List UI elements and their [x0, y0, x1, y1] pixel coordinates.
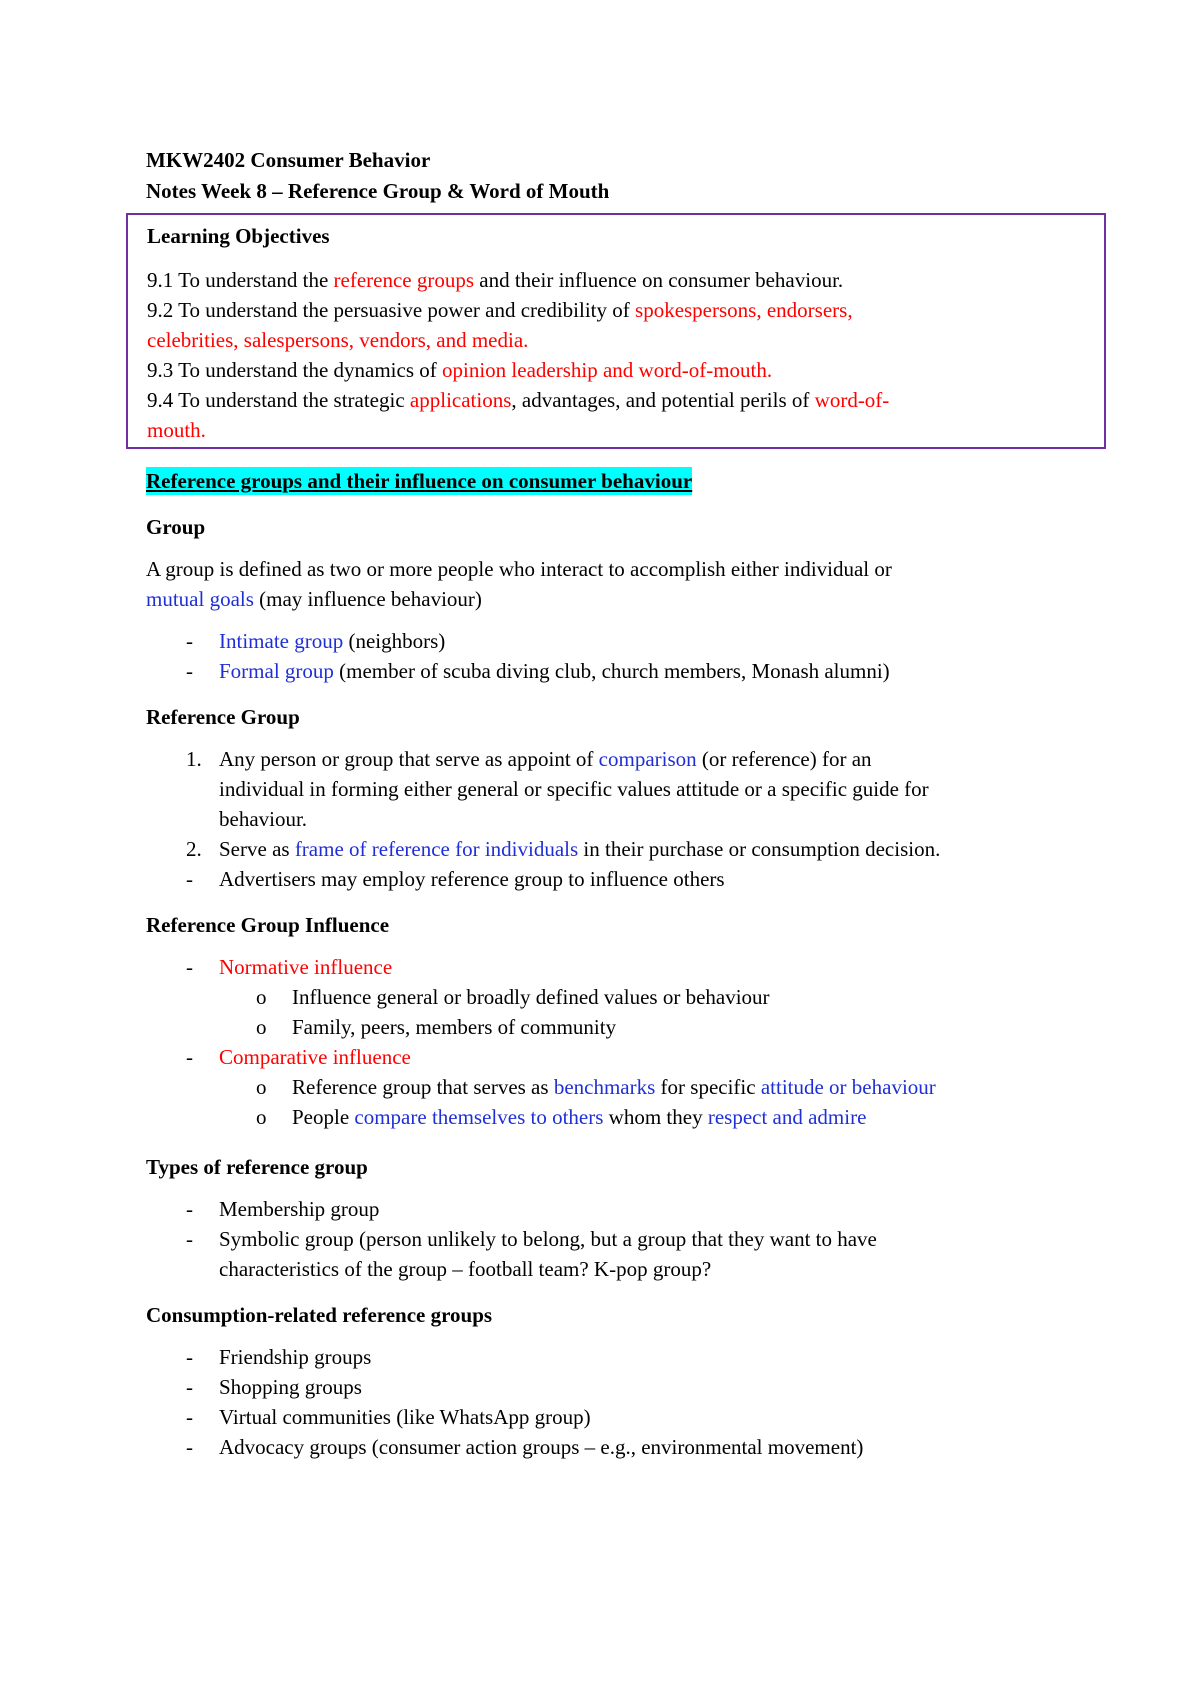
sub-list-marker: o	[256, 1015, 267, 1039]
list-text: Shopping groups	[219, 1375, 362, 1399]
list-text: Reference group that serves as	[292, 1075, 554, 1099]
consumption-list	[146, 1342, 1086, 1462]
sub-list-item	[146, 1012, 1086, 1042]
list-marker: -	[186, 1197, 193, 1221]
list-marker: -	[186, 659, 193, 683]
list-text: (neighbors)	[343, 629, 446, 653]
list-highlight: comparison	[598, 747, 697, 771]
course-title: MKW2402 Consumer Behavior	[146, 148, 431, 172]
list-text: Membership group	[219, 1197, 380, 1221]
normative-influence-label: Normative influence	[219, 955, 393, 979]
list-marker: -	[186, 629, 193, 653]
objective-text: 9.2 To understand the persuasive power and credibility of	[147, 298, 636, 322]
list-text: Advocacy groups (consumer action groups – e.g., environmental movement)	[219, 1435, 864, 1459]
list-highlight: attitude or behaviour	[760, 1075, 936, 1099]
objective-9-4	[147, 385, 1086, 415]
list-item	[146, 834, 1086, 864]
objective-9-4-continued: mouth.	[147, 418, 206, 442]
list-item	[146, 952, 1086, 982]
definition-text: A group is defined as two or more people who interact to accomplish either individual or	[146, 557, 892, 581]
list-text: Serve as	[219, 837, 295, 861]
objective-highlight: word-of-	[814, 388, 890, 412]
sub-list-marker: o	[256, 1105, 267, 1129]
section-heading: Reference groups and their influence on consumer behaviour	[146, 469, 693, 493]
consumption-heading: Consumption-related reference groups	[146, 1303, 493, 1327]
list-item	[146, 1224, 1086, 1284]
sub-list-item	[146, 1102, 1086, 1132]
objective-9-1	[147, 265, 1086, 295]
influence-list	[146, 952, 1086, 1132]
list-highlight: Formal group	[219, 659, 334, 683]
objective-highlight: opinion leadership and word-of-mouth.	[442, 358, 773, 382]
list-text: for specific	[655, 1075, 761, 1099]
list-text: Friendship groups	[219, 1345, 372, 1369]
list-text: individual in forming either general or specific values attitude or a specific guide for	[219, 777, 929, 801]
list-highlight: respect and admire	[707, 1105, 867, 1129]
list-marker: -	[186, 1405, 193, 1429]
group-types-list	[146, 626, 1086, 686]
list-marker: 1.	[186, 747, 202, 771]
sub-list-item	[146, 982, 1086, 1012]
list-marker: -	[186, 1345, 193, 1369]
objective-text: and their influence on consumer behaviour.	[474, 268, 844, 292]
list-text: Symbolic group (person unlikely to belong, but a group that they want to have	[219, 1227, 877, 1251]
list-item	[146, 1194, 1086, 1224]
influence-heading: Reference Group Influence	[146, 913, 390, 937]
objective-highlight: reference groups	[333, 268, 475, 292]
list-item	[146, 744, 1086, 834]
types-list	[146, 1194, 1086, 1284]
list-item	[146, 864, 1086, 894]
list-text: behaviour.	[219, 807, 308, 831]
document-content	[146, 145, 1086, 1462]
list-marker: -	[186, 1045, 193, 1069]
list-item	[146, 1372, 1086, 1402]
list-text: characteristics of the group – football team? K-pop group?	[219, 1257, 712, 1281]
list-marker: -	[186, 1435, 193, 1459]
list-text: Virtual communities (like WhatsApp group)	[219, 1405, 591, 1429]
list-text: Advertisers may employ reference group to influence others	[219, 867, 725, 891]
types-heading: Types of reference group	[146, 1155, 368, 1179]
list-marker: 2.	[186, 837, 202, 861]
reference-group-list	[146, 744, 1086, 894]
list-highlight: compare themselves to others	[354, 1105, 604, 1129]
reference-group-heading: Reference Group	[146, 705, 300, 729]
list-item	[146, 1342, 1086, 1372]
list-item	[146, 626, 1086, 656]
objective-text: 9.4 To understand the strategic	[147, 388, 410, 412]
definition-text: (may influence behaviour)	[253, 587, 482, 611]
group-heading: Group	[146, 515, 206, 539]
list-highlight: benchmarks	[553, 1075, 656, 1099]
list-text: whom they	[603, 1105, 708, 1129]
sub-list-marker: o	[256, 985, 267, 1009]
list-marker: -	[186, 867, 193, 891]
list-item	[146, 1432, 1086, 1462]
objective-9-2	[147, 295, 1086, 325]
list-highlight: Intimate group	[219, 629, 344, 653]
list-text: Any person or group that serve as appoint of	[219, 747, 599, 771]
list-highlight: frame of reference for individuals	[294, 837, 579, 861]
definition-highlight: mutual goals	[146, 587, 254, 611]
objective-9-2-continued: celebrities, salespersons, vendors, and media.	[147, 328, 529, 352]
objective-highlight: applications	[409, 388, 512, 412]
objective-text: , advantages, and potential perils of	[511, 388, 815, 412]
group-definition	[146, 554, 1086, 614]
list-marker: -	[186, 955, 193, 979]
list-item	[146, 656, 1086, 686]
list-text: in their purchase or consumption decision.	[578, 837, 941, 861]
list-marker: -	[186, 1227, 193, 1251]
comparative-influence-label: Comparative influence	[219, 1045, 411, 1069]
learning-objectives-box	[126, 213, 1106, 449]
list-text: Family, peers, members of community	[292, 1015, 617, 1039]
objective-highlight: spokespersons, endorsers,	[635, 298, 853, 322]
notes-title: Notes Week 8 – Reference Group & Word of Mouth	[146, 179, 610, 203]
list-marker: -	[186, 1375, 193, 1399]
objectives-heading: Learning Objectives	[147, 224, 330, 248]
objective-9-3	[147, 355, 1086, 385]
list-text: (member of scuba diving club, church members, Monash alumni)	[333, 659, 890, 683]
objective-text: 9.1 To understand the	[147, 268, 334, 292]
list-item	[146, 1402, 1086, 1432]
sub-list-item	[146, 1072, 1086, 1102]
sub-list-marker: o	[256, 1075, 267, 1099]
list-text: People	[292, 1105, 355, 1129]
list-text: (or reference) for an	[696, 747, 872, 771]
objective-text: 9.3 To understand the dynamics of	[147, 358, 443, 382]
list-text: Influence general or broadly defined values or behaviour	[292, 985, 770, 1009]
list-item	[146, 1042, 1086, 1072]
